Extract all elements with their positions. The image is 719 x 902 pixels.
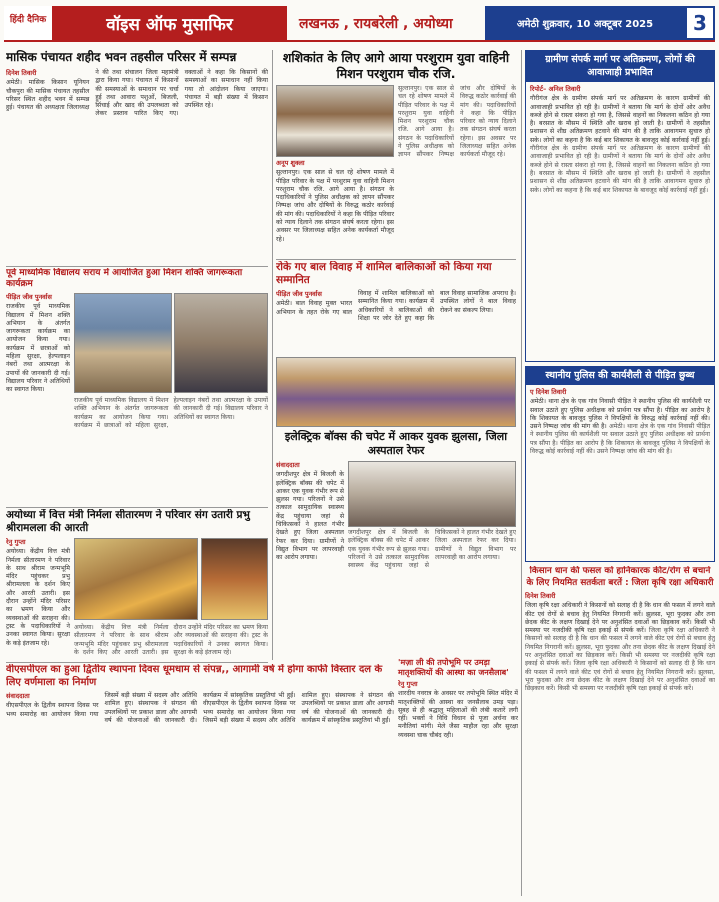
article-navratri-devotees: [398, 658, 518, 896]
byline: संवाददाता: [6, 692, 30, 700]
article-text-continued: राजकीय पूर्व माध्यमिक विद्यालय में मिशन शक्ति अभियान के अंतर्गत जागरूकता कार्यक्रम का आयोजन किया गया। कार्यक्रम में छात्राओं को महिला सुरक्षा, हेल्पलाइन नंबरों तथा आत्मरक्षा के उपायों की जानकारी दी गई। विद्यालय परिवार ने अतिथियों का स्वागत किया।: [74, 397, 268, 429]
photo-audience: [174, 293, 268, 393]
photo-parshuram-vahini: [276, 85, 394, 157]
headline: इलेक्ट्रिक बॉक्स की चपेट में आकर युवक झुलसा, जिला अस्पताल रेफर: [284, 430, 508, 457]
byline: रिपोर्ट– अनिल तिवारी: [530, 85, 581, 93]
article-body: [6, 69, 268, 255]
article-text: वीएसपीएल के द्वितीय स्थापना दिवस पर भव्य समारोह का आयोजन किया गया जिसमें बड़ी संख्या में सदस्य और अतिथि शामिल हुए। संस्थापक ने संगठन की उपलब्धियों पर प्रकाश डाला और आगामी वर्ष की योजनाओं की जानकारी दी। कार्यक्रम में सांस्कृतिक प्रस्तुतियां भी हुईं।: [6, 692, 296, 724]
article-text: जगदीशपुर क्षेत्र में बिजली के इलेक्ट्रिक बॉक्स की चपेट में आकर एक युवक गंभीर रूप से झुलस गया। परिजनों ने उसे तत्काल सामुदायिक स्वास्थ्य केंद्र पहुंचाया जहां से चिकित्सकों ने हालत गंभीर देखते हुए जिला अस्पताल रेफर कर दिया। ग्रामीणों ने विद्युत विभाग पर लापरवाही का आरोप लगाया।: [276, 471, 344, 562]
article-text: जिला कृषि रक्षा अधिकारी ने किसानों को सलाह दी है कि धान की फसल में लगने वाले कीट एवं रोगों से बचाव हेतु नियमित निगरानी करें। झुलसा, भूरा फुदका और तना छेदक कीट के लक्षण दिखाई देने पर अनुशंसित दवाओं का छिड़काव करें। किसी भी समस्या पर नजदीकी कृषि रक्षा इकाई से संपर्क करें।: [525, 602, 715, 635]
masthead-cities: लखनऊ , रायबरेली , अयोध्या: [299, 15, 453, 32]
article-mission-shakti: [6, 268, 268, 506]
article-body: रिपोर्ट– अनिल तिवारी गौरीगंज क्षेत्र के ग्रामीण संपर्क मार्ग पर अतिक्रमण के कारण ग्रामीणों की आवाजाही प्रभावित हो रही है। ग्रामीणों ने बताया कि मार्ग के दोनों ओर अवैध कब्जे होने से रास्ता संकरा हो गया है, जिससे वाहनों का निकलना कठिन हो गया है। बरसात के मौसम में स्थिति और खराब हो जाती है। ग्रामीणों ने तहसील प्रशासन से शीघ्र अतिक्रमण हटवाने की मांग की है ताकि आवागमन सुचारु हो सके। लोगों का कहना है कि कई बार शिकायत के बावजूद कोई कार्रवाई नहीं हुई। गौरीगंज क्षेत्र के ग्रामीण संपर्क मार्ग पर अतिक्रमण के कारण ग्रामीणों की आवाजाही प्रभावित हो रही है। ग्रामीणों ने बताया कि मार्ग के दोनों ओर अवैध कब्जे होने से रास्ता संकरा हो गया है, जिससे वाहनों का निकलना कठिन हो गया है। बरसात के मौसम में स्थिति और खराब हो जाती है। ग्रामीणों ने तहसील प्रशासन से शीघ्र अतिक्रमण हटवाने की मांग की है ताकि आवागमन सुचारु हो सके। लोगों का कहना है कि कई बार शिकायत के बावजूद कोई कार्रवाई नहीं हुई।: [530, 85, 710, 194]
headline: मासिक पंचायत शहीद भवन तहसील परिसर में सम्पन्न: [6, 50, 237, 64]
article-text: अमेठी। थाना क्षेत्र के एक गांव निवासी पीड़ित ने स्थानीय पुलिस की कार्यशैली पर सवाल उठाते हुए पुलिस अधीक्षक को प्रार्थना पत्र सौंपा है। पीड़ित का आरोप है कि शिकायत के बावजूद पुलिस ने विपक्षियों के विरुद्ध कोई कार्रवाई नहीं की। उसने निष्पक्ष जांच की मांग की है।: [530, 398, 710, 431]
byline: अनूप शुक्ला: [276, 159, 305, 167]
article-body: [276, 159, 394, 253]
masthead: [4, 6, 715, 42]
article-text-continued: अयोध्या। केंद्रीय वित्त मंत्री निर्मला सीतारमण ने परिवार के साथ श्रीराम जन्मभूमि मंदिर पहुंचकर प्रभु श्रीरामलला के दर्शन किए और आरती उतारी। इस दौरान उन्होंने मंदिर परिसर का भ्रमण किया और व्यवस्थाओं की सराहना की। ट्रस्ट के पदाधिकारियों ने उनका स्वागत किया। सुरक्षा के कड़े इंतजाम रहे।: [74, 624, 268, 656]
article-paddy-crop-advisory: [525, 566, 715, 896]
masthead-date: अमेठी शुक्रवार, 10 अक्टूबर 2025: [485, 6, 685, 40]
divider: [6, 507, 268, 508]
article-child-marriage: [276, 261, 516, 356]
byline: पीड़ित जीव पुनर्वास: [6, 293, 52, 301]
headline: रोके गए बाल विवाह में शामिल बालिकाओं को किया गया सम्मानित: [276, 261, 492, 286]
byline: दिनेश तिवारी: [525, 592, 556, 600]
article-body: [276, 290, 516, 356]
article-body: ए दिनेश तिवारी अमेठी। थाना क्षेत्र के एक गांव निवासी पीड़ित ने स्थानीय पुलिस की कार्यशैली पर सवाल उठाते हुए पुलिस अधीक्षक को प्रार्थना पत्र सौंपा है। पीड़ित का आरोप है कि शिकायत के बावजूद पुलिस ने विपक्षियों के विरुद्ध कोई कार्रवाई नहीं की। उसने निष्पक्ष जांच की मांग की है। अमेठी। थाना क्षेत्र के एक गांव निवासी पीड़ित ने स्थानीय पुलिस की कार्यशैली पर सवाल उठाते हुए पुलिस अधीक्षक को प्रार्थना पत्र सौंपा है। पीड़ित का आरोप है कि शिकायत के बावजूद पुलिस ने विपक्षियों के विरुद्ध कोई कार्रवाई नहीं की। उसने निष्पक्ष जांच की मांग की है।: [530, 388, 710, 456]
article-text: सुल्तानपुर। एक साल से चल रहे शोषण मामले में पीड़ित परिवार के पक्ष में परशुराम युवा वाहिनी मिशन परशुराम चौक रजि. आगे आया है। संगठन के पदाधिकारियों ने पुलिस अधीक्षक को ज्ञापन सौंपकर निष्पक्ष जांच और दोषियों के विरुद्ध कठोर कार्रवाई की मांग की। पदाधिकारियों ने कहा कि पीड़ित परिवार को न्याय दिलाने तक संगठन संघर्ष करता रहेगा। इस अवसर पर जिलाध्यक्ष सहित अनेक कार्यकर्ता मौजूद रहे।: [276, 169, 394, 243]
article-body: दिनेश तिवारी जिला कृषि रक्षा अधिकारी ने किसानों को सलाह दी है कि धान की फसल में लगने वाले कीट एवं रोगों से बचाव हेतु नियमित निगरानी करें। झुलसा, भूरा फुदका और तना छेदक कीट के लक्षण दिखाई देने पर अनुशंसित दवाओं का छिड़काव करें। किसी भी समस्या पर नजदीकी कृषि रक्षा इकाई से संपर्क करें। जिला कृषि रक्षा अधिकारी ने किसानों को सलाह दी है कि धान की फसल में लगने वाले कीट एवं रोगों से बचाव हेतु नियमित निगरानी करें। झुलसा, भूरा फुदका और तना छेदक कीट के लक्षण दिखाई देने पर अनुशंसित दवाओं का छिड़काव करें। किसी भी समस्या पर नजदीकी कृषि रक्षा इकाई से संपर्क करें। जिला कृषि रक्षा अधिकारी ने किसानों को सलाह दी है कि धान की फसल में लगने वाले कीट एवं रोगों से बचाव हेतु नियमित निगरानी करें। झुलसा, भूरा फुदका और तना छेदक कीट के लक्षण दिखाई देने पर अनुशंसित दवाओं का छिड़काव करें। किसी भी समस्या पर नजदीकी कृषि रक्षा इकाई से संपर्क करें।: [525, 592, 715, 693]
divider: [6, 266, 268, 267]
headline: वीएसपीएल का हुआ द्वितीय स्थापना दिवस धूमधाम से संपन्न,, आगामी वर्ष में होगा काफी विस्तार दल के लिए वर्णमाला का निर्माण: [6, 664, 383, 688]
article-electric-box-accident: [276, 430, 516, 655]
page-number: 3: [685, 6, 715, 40]
article-text: अमेठी। मासिक किसान यूनियन चौकपुरा की मासिक पंचायत तहसील परिसर स्थित शहीद भवन में सम्पन्न हुई। पंचायत की अध्यक्षता जिलाध्यक्ष ने की तथा संचालन जिला महामंत्री द्वारा किया गया। पंचायत में किसानों की समस्याओं के समाधान पर चर्चा हुई तथा आवारा पशुओं, बिजली, सिंचाई और खाद की उपलब्धता को लेकर प्रस्ताव पारित किए गए। वक्ताओं ने कहा कि किसानों की समस्याओं का समाधान नहीं किया गया तो आंदोलन किया जाएगा। पंचायत में बड़ी संख्या में किसान उपस्थित रहे।: [6, 69, 268, 118]
column-divider: [272, 50, 273, 660]
article-vspl-foundation-day: [6, 664, 394, 896]
byline: दिनेश तिवारी: [6, 69, 37, 77]
article-body: [6, 293, 70, 498]
article-text-continued: जगदीशपुर क्षेत्र में बिजली के इलेक्ट्रिक बॉक्स की चपेट में आकर एक युवक गंभीर रूप से झुलस गया। परिजनों ने उसे तत्काल सामुदायिक स्वास्थ्य केंद्र पहुंचाया जहां से चिकित्सकों ने हालत गंभीर देखते हुए जिला अस्पताल रेफर कर दिया। ग्रामीणों ने विद्युत विभाग पर लापरवाही का आरोप लगाया।: [348, 529, 516, 570]
divider: [6, 662, 268, 663]
article-body: [276, 461, 344, 653]
divider: [276, 259, 516, 260]
photo-child-marriage-event: [276, 357, 516, 427]
article-police-working-style: [525, 366, 715, 562]
article-text: शारदीय नवरात्र के अवसर पर तपोभूमि स्थित मंदिर में मातृशक्तियों की आस्था का जनसैलाब उमड़ पड़ा। सुबह से ही श्रद्धालु महिलाओं की लंबी कतारें लगी रहीं। भक्तों ने विधि विधान से पूजा अर्चना कर मनौतियां मांगी। मेले जैसा माहौल रहा और सुरक्षा व्यवस्था चाक चौबंद रही।: [398, 690, 518, 739]
article-shaheed-bhawan: [6, 50, 268, 265]
photo-injured-youth: [348, 461, 516, 527]
byline: संवाददाता: [276, 461, 300, 469]
byline: रेनु गुप्ता: [398, 680, 418, 688]
headline: स्थानीय पुलिस की कार्यशैली से पीड़ित छुब्ध: [526, 367, 714, 385]
article-text: अयोध्या। केंद्रीय वित्त मंत्री निर्मला सीतारमण ने परिवार के साथ श्रीराम जन्मभूमि मंदिर पहुंचकर प्रभु श्रीरामलला के दर्शन किए और आरती उतारी। इस दौरान उन्होंने मंदिर परिसर का भ्रमण किया और व्यवस्थाओं की सराहना की। ट्रस्ट के पदाधिकारियों ने उनका स्वागत किया। सुरक्षा के कड़े इंतजाम रहे।: [6, 548, 70, 647]
article-road-encroachment: [525, 50, 715, 362]
masthead-name: वॉइस ऑफ मुसाफिर: [52, 6, 287, 40]
article-body: [6, 538, 70, 658]
byline: रेनु गुप्ता: [6, 538, 26, 546]
masthead-daily-label: हिंदी दैनिक: [4, 6, 52, 40]
article-body: संवाददाता वीएसपीएल के द्वितीय स्थापना दिवस पर भव्य समारोह का आयोजन किया गया जिसमें बड़ी संख्या में सदस्य और अतिथि शामिल हुए। संस्थापक ने संगठन की उपलब्धियों पर प्रकाश डाला और आगामी वर्ष की योजनाओं की जानकारी दी। कार्यक्रम में सांस्कृतिक प्रस्तुतियां भी हुईं। वीएसपीएल के द्वितीय स्थापना दिवस पर भव्य समारोह का आयोजन किया गया जिसमें बड़ी संख्या में सदस्य और अतिथि शामिल हुए। संस्थापक ने संगठन की उपलब्धियों पर प्रकाश डाला और आगामी वर्ष की योजनाओं की जानकारी दी। कार्यक्रम में सांस्कृतिक प्रस्तुतियां भी हुईं।: [6, 692, 394, 724]
headline: अयोध्या में वित्त मंत्री निर्मला सीतारमण ने परिवार संग उतारी प्रभु श्रीरामलला की आरती: [6, 509, 250, 534]
article-body: [398, 680, 518, 886]
byline: पीड़ित जीव पुनर्वास: [276, 290, 322, 298]
headline: 'मज़ा ली की तपोभूमि पर उमड़ा मातृशक्तियों की आस्था का जनसैलाब': [398, 658, 509, 677]
article-parshuram-vahini: [276, 50, 516, 258]
article-text: गौरीगंज क्षेत्र के ग्रामीण संपर्क मार्ग पर अतिक्रमण के कारण ग्रामीणों की आवाजाही प्रभावित हो रही है। ग्रामीणों ने बताया कि मार्ग के दोनों ओर अवैध कब्जे होने से रास्ता संकरा हो गया है, जिससे वाहनों का निकलना कठिन हो गया है। बरसात के मौसम में स्थिति और खराब हो जाती है। ग्रामीणों ने तहसील प्रशासन से शीघ्र अतिक्रमण हटवाने की मांग की है ताकि आवागमन सुचारु हो सके। लोगों का कहना है कि कई बार शिकायत के बावजूद कोई कार्रवाई नहीं हुई।: [530, 95, 710, 144]
photo-ram-temple: [74, 538, 198, 620]
article-text-continued: सुल्तानपुर। एक साल से चल रहे शोषण मामले में पीड़ित परिवार के पक्ष में परशुराम युवा वाहिनी मिशन परशुराम चौक रजि. आगे आया है। संगठन के पदाधिकारियों ने पुलिस अधीक्षक को ज्ञापन सौंपकर निष्पक्ष जांच और दोषियों के विरुद्ध कठोर कार्रवाई की मांग की। पदाधिकारियों ने कहा कि पीड़ित परिवार को न्याय दिलाने तक संगठन संघर्ष करता रहेगा। इस अवसर पर जिलाध्यक्ष सहित अनेक कार्यकर्ता मौजूद रहे।: [398, 85, 516, 159]
article-nirmala-sitharaman: [6, 509, 268, 661]
headline: शशिकांत के लिए आगे आया परशुराम युवा वाहिनी मिशन परशुराम चौक रजि.: [282, 50, 510, 81]
headline: ग्रामीण संपर्क मार्ग पर अतिक्रमण, लोगों की आवाजाही प्रभावित: [526, 51, 714, 82]
column-divider: [521, 50, 522, 896]
photo-school-event: [74, 293, 172, 393]
article-text: राजकीय पूर्व माध्यमिक विद्यालय में मिशन शक्ति अभियान के अंतर्गत जागरूकता कार्यक्रम का आयोजन किया गया। कार्यक्रम में छात्राओं को महिला सुरक्षा, हेल्पलाइन नंबरों तथा आत्मरक्षा के उपायों की जानकारी दी गई। विद्यालय परिवार ने अतिथियों का स्वागत किया।: [6, 303, 70, 394]
article-text: अमेठी। बाल विवाह मुक्त भारत अभियान के तहत रोके गए बाल विवाह में शामिल बालिकाओं को सम्मानित किया गया। कार्यक्रम में अधिकारियों ने बालिकाओं की शिक्षा पर जोर देते हुए कहा कि बाल विवाह सामाजिक अपराध है। उपस्थित लोगों ने बाल विवाह रोकने का संकल्प लिया।: [276, 290, 516, 322]
photo-minister: [201, 538, 268, 620]
headline: पूर्व माध्यमिक विद्यालय सराय में आयोजित हुआ मिशन शक्ति जागरूकता कार्यक्रम: [6, 268, 243, 289]
byline: ए दिनेश तिवारी: [530, 388, 567, 396]
headline: किसान धान की फसल को हानिकारक कीट/रोग से बचाने के लिए नियमित सतर्कता बरतें : जिला कृषि रक्षा अधिकारी: [526, 566, 714, 588]
